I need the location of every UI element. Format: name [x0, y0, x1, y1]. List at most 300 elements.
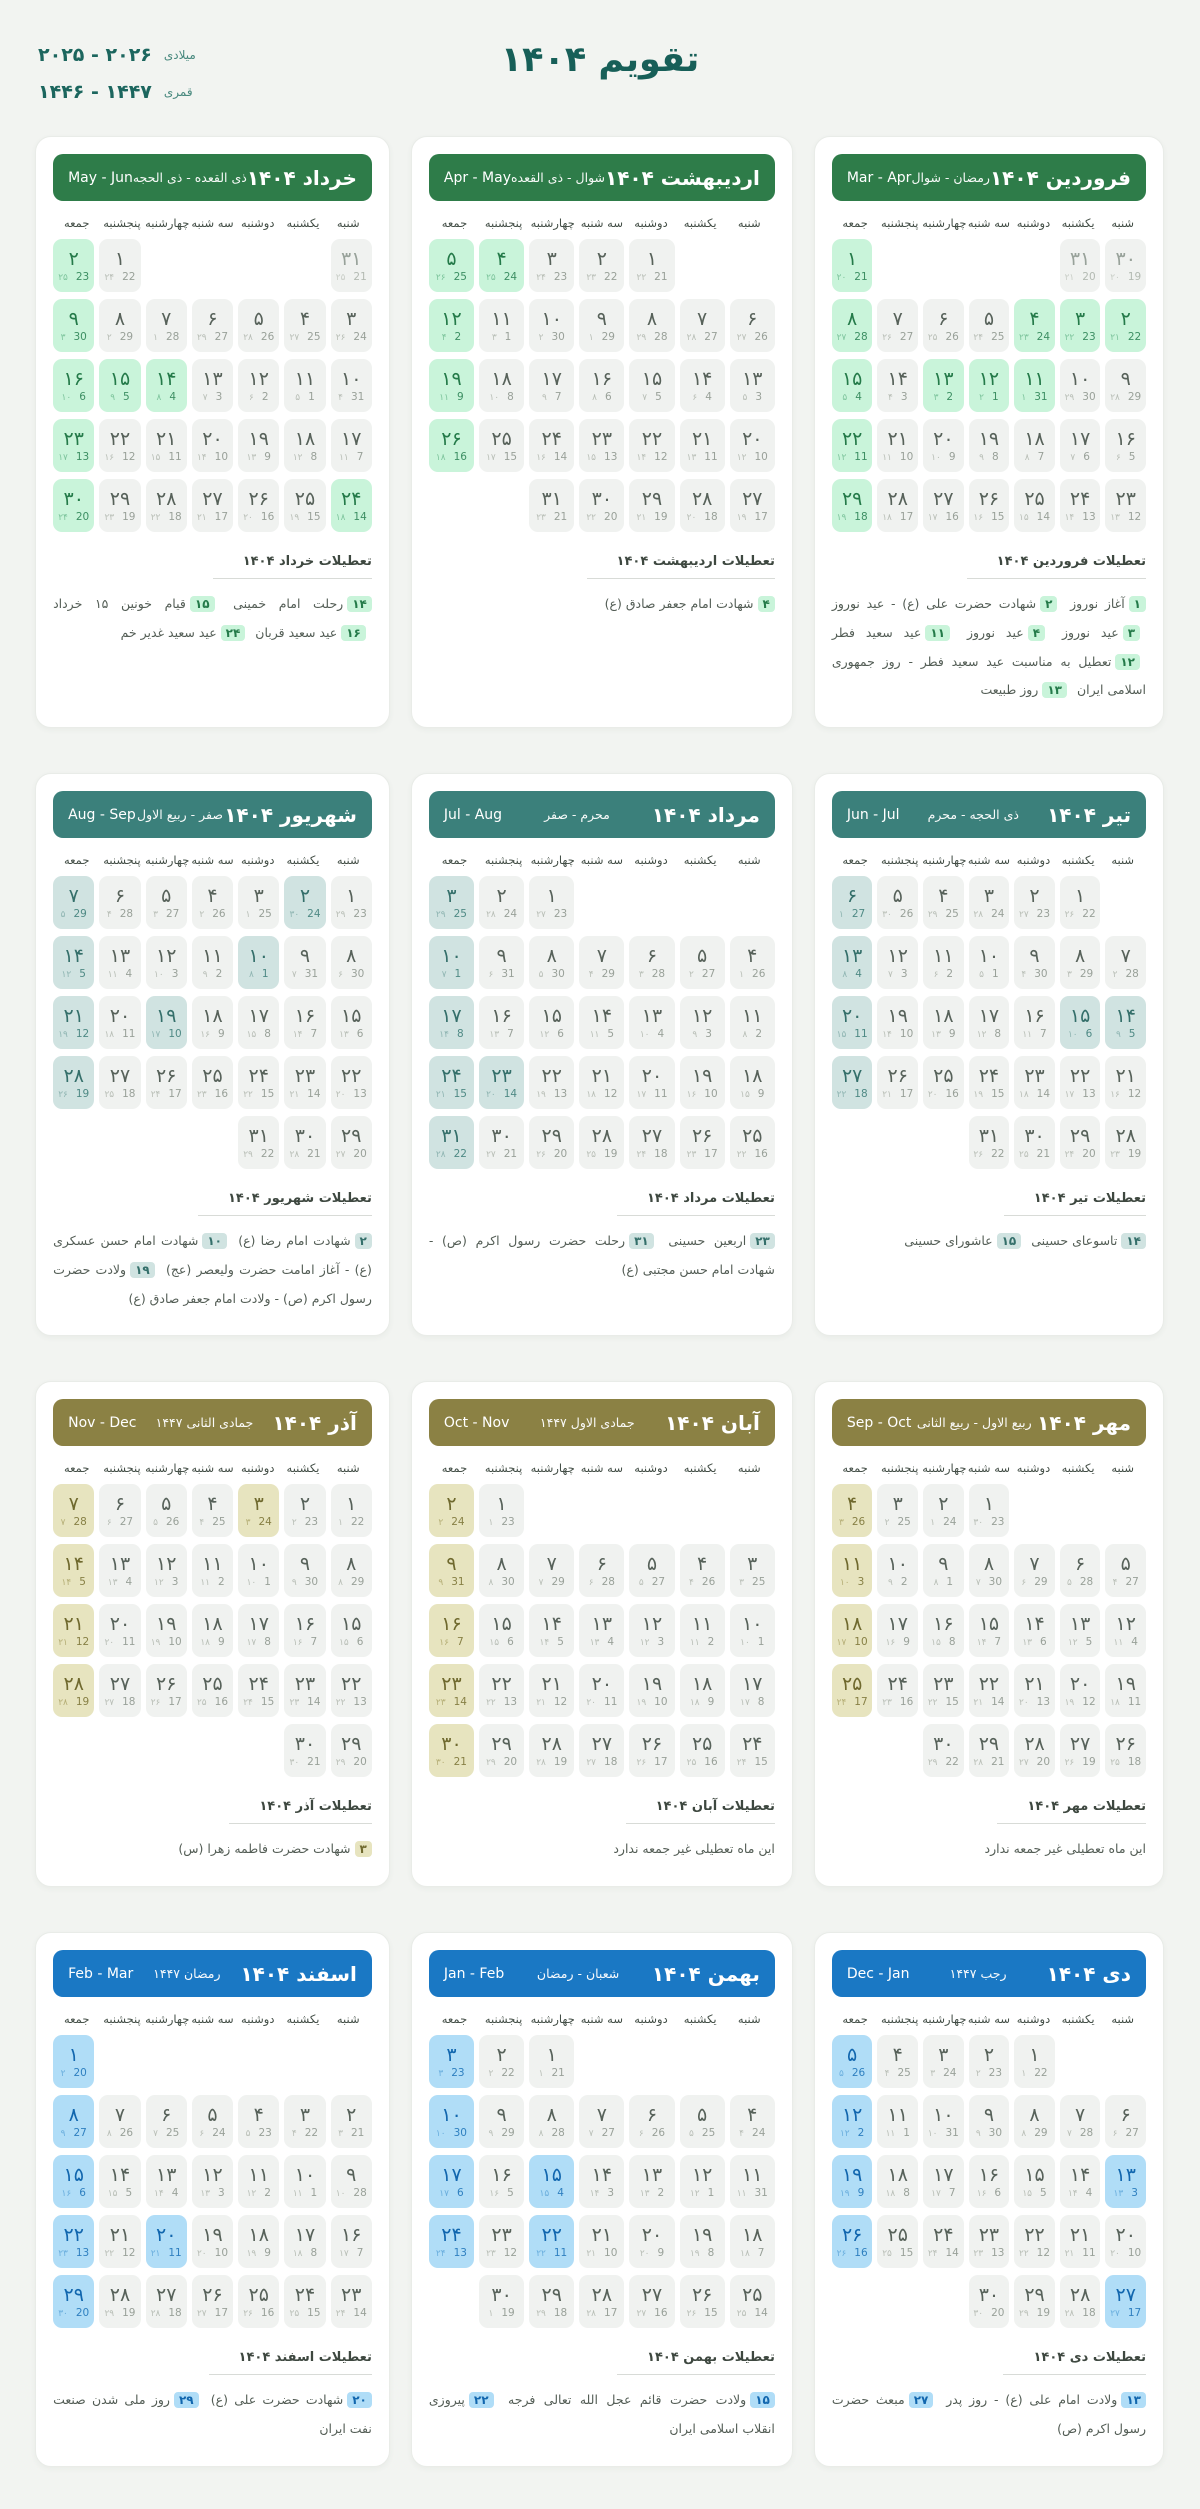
- day-cell: [146, 936, 187, 989]
- lunar-day-number: ۲۷: [104, 1698, 115, 1709]
- weekday-label: دوشنبه: [241, 853, 275, 867]
- gregorian-day-number: 21: [307, 1756, 321, 1769]
- gregorian-day-number: 9: [757, 1088, 765, 1100]
- solar-day-number: ۱۰: [978, 945, 1000, 967]
- gregorian-day-number: 7: [757, 2247, 765, 2259]
- gregorian-day-number: 20: [503, 1756, 518, 1769]
- empty-cell: [238, 239, 279, 292]
- gregorian-day-number: 3: [217, 2187, 225, 2199]
- day-subnumbers: [289, 1697, 320, 1708]
- month-lunar-label: صفر - ربیع الاول: [137, 807, 223, 822]
- lunar-day-number: ۷: [642, 393, 648, 403]
- gregorian-day-number: 27: [165, 908, 180, 920]
- solar-day-number: ۱۴: [63, 945, 84, 967]
- day-subnumbers: [931, 452, 955, 463]
- lunar-day-number: ۵: [245, 2129, 251, 2139]
- day-cell: [53, 359, 94, 412]
- weekday-label: چهارشنبه: [530, 853, 575, 867]
- day-cell: [579, 239, 624, 292]
- lunar-day-number: ۲۵: [289, 2309, 300, 2319]
- solar-day-number: ۲۸: [63, 1673, 84, 1696]
- weekday-label: جمعه: [63, 216, 90, 230]
- day-cell: [832, 1664, 873, 1717]
- day-subnumbers: [885, 1517, 911, 1528]
- weekday-label: شنبه: [737, 853, 761, 867]
- gregorian-day-number: 23: [1036, 908, 1051, 920]
- lunar-day-number: ۸: [106, 2129, 112, 2139]
- lunar-day-number: ۲۵: [927, 333, 938, 343]
- solar-day-number: ۵: [646, 1553, 658, 1576]
- gregorian-day-number: 2: [454, 331, 462, 343]
- empty-cell: [730, 2035, 775, 2088]
- day-subnumbers: [436, 272, 467, 283]
- solar-day-number: ۴: [892, 2044, 903, 2066]
- lunar-day-number: ۲۲: [836, 1090, 847, 1100]
- gregorian-day-number: 16: [260, 2307, 275, 2319]
- gregorian-day-number: 4: [1131, 1636, 1138, 1649]
- lunar-day-number: ۵: [689, 2129, 694, 2139]
- lunar-day-number: ۲۲: [243, 1090, 253, 1100]
- gregorian-day-number: 13: [503, 1696, 518, 1709]
- lunar-day-number: ۲۲: [335, 1698, 346, 1709]
- solar-day-number: ۱۷: [341, 428, 362, 450]
- solar-day-number: ۵: [697, 945, 708, 967]
- gregorian-day-number: 26: [899, 908, 914, 920]
- weekdays-row: [833, 216, 1145, 230]
- gregorian-day-number: 22: [945, 1756, 959, 1769]
- weekday-label: پنجشنبه: [484, 2012, 523, 2026]
- day-cell: [1014, 1116, 1055, 1169]
- day-subnumbers: [61, 2068, 87, 2079]
- day-cell: [238, 299, 279, 352]
- lunar-day-number: ۱۹: [246, 2249, 257, 2259]
- day-subnumbers: [690, 2248, 714, 2259]
- day-subnumbers: [737, 1149, 768, 1160]
- gregorian-day-number: 8: [948, 1636, 956, 1649]
- month-footer: [53, 1187, 372, 1313]
- day-cell: [579, 2215, 624, 2268]
- lunar-day-number: ۱۹: [636, 1698, 647, 1709]
- day-cell: [192, 299, 233, 352]
- lunar-day-number: ۱۳: [339, 1030, 349, 1040]
- day-cell: [730, 996, 775, 1049]
- gregorian-day-number: 27: [651, 1576, 666, 1589]
- day-cell: [284, 2215, 325, 2268]
- day-subnumbers: [197, 2308, 228, 2319]
- solar-day-number: ۲۳: [491, 2224, 512, 2246]
- weekday-label: سه شنبه: [580, 2012, 623, 2026]
- day-cell: [99, 2275, 140, 2328]
- day-subnumbers: [336, 1697, 367, 1708]
- gregorian-day-number: 23: [553, 908, 568, 920]
- solar-day-number: ۱۳: [1069, 1613, 1091, 1636]
- lunar-day-number: ۲: [979, 393, 984, 403]
- lunar-day-number: ۱۷: [58, 453, 68, 463]
- gregorian-day-number: 13: [604, 451, 618, 463]
- solar-day-number: ۳: [983, 885, 995, 907]
- day-subnumbers: [292, 1577, 318, 1588]
- solar-day-number: ۲۹: [491, 1733, 512, 1756]
- day-subnumbers: [930, 1517, 956, 1528]
- month-holidays-list: [832, 1227, 1146, 1256]
- lunar-day-number: ۲۸: [1064, 2309, 1075, 2319]
- lunar-day-number: ۱۵: [107, 2189, 118, 2199]
- days-grid: [832, 2035, 1146, 2328]
- lunar-day-number: ۱: [930, 1518, 936, 1529]
- lunar-day-number: ۱۶: [1110, 1090, 1120, 1100]
- solar-day-number: ۹: [983, 2104, 995, 2126]
- gregorian-day-number: 19: [1127, 271, 1142, 283]
- page-title: تقویم ۱۴۰۴: [500, 40, 700, 80]
- lunar-day-number: ۱۶: [439, 1638, 449, 1649]
- lunar-day-number: ۱۸: [882, 513, 892, 523]
- lunar-day-number: ۶: [933, 970, 939, 980]
- days-grid: [429, 876, 775, 1169]
- empty-cell: [99, 1724, 140, 1777]
- solar-day-number: ۱۳: [156, 2164, 177, 2186]
- weekday-label: دوشنبه: [241, 2012, 275, 2026]
- day-subnumbers: [292, 1517, 318, 1528]
- day-subnumbers: [1068, 1029, 1092, 1040]
- day-subnumbers: [1110, 272, 1141, 283]
- solar-day-number: ۲۱: [887, 428, 908, 450]
- day-cell: [680, 359, 725, 412]
- month-holidays-title: [832, 1795, 1146, 1824]
- day-cell: [479, 996, 524, 1049]
- gregorian-day-number: 9: [948, 1028, 956, 1040]
- day-cell: [429, 2155, 474, 2208]
- day-subnumbers: [976, 2128, 1002, 2139]
- solar-day-number: ۲: [596, 248, 607, 270]
- solar-day-number: ۱۳: [933, 368, 954, 390]
- day-cell: [1105, 936, 1146, 989]
- day-subnumbers: [589, 1577, 615, 1588]
- day-cell: [1060, 299, 1101, 352]
- day-subnumbers: [336, 1149, 367, 1160]
- lunar-day-number: ۲: [60, 2069, 66, 2079]
- gregorian-day-number: 24: [943, 2067, 957, 2079]
- day-cell: [629, 2215, 674, 2268]
- month-gregorian-label: Aug - Sep: [68, 806, 136, 823]
- weekday-label: پنجشنبه: [103, 2012, 141, 2026]
- day-subnumbers: [934, 1577, 954, 1588]
- solar-day-number: ۳: [1075, 308, 1086, 330]
- lunar-day-number: ۸: [488, 1578, 494, 1589]
- day-cell: [529, 299, 574, 352]
- solar-day-number: ۲۸: [1024, 1733, 1045, 1756]
- solar-day-number: ۱۱: [933, 945, 954, 967]
- empty-cell: [1060, 2035, 1101, 2088]
- solar-day-number: ۱۵: [978, 1613, 1000, 1636]
- day-cell: [969, 1604, 1010, 1657]
- gregorian-day-number: 11: [1127, 1696, 1142, 1709]
- weekdays-row: [54, 216, 371, 230]
- day-cell: [192, 2095, 233, 2148]
- empty-cell: [53, 1116, 94, 1169]
- lunar-day-number: ۲۸: [973, 910, 984, 920]
- month-header: [53, 1950, 372, 1997]
- month-header: [832, 154, 1146, 201]
- day-subnumbers: [1019, 1757, 1050, 1768]
- gregorian-day-number: 16: [260, 511, 275, 523]
- empty-cell: [1105, 2035, 1146, 2088]
- solar-day-number: ۲۹: [63, 2284, 84, 2306]
- gregorian-day-number: 29: [119, 331, 134, 343]
- lunar-day-number: ۱۴: [636, 453, 647, 463]
- lunar-day-number: ۶: [488, 970, 494, 980]
- day-subnumbers: [439, 1029, 463, 1040]
- weekday-label: چهارشنبه: [530, 216, 575, 230]
- day-subnumbers: [1019, 2308, 1050, 2319]
- weekday-label: دوشنبه: [634, 2012, 668, 2026]
- gregorian-day-number: 26: [651, 2127, 666, 2139]
- gregorian-day-number: 21: [654, 271, 668, 283]
- day-subnumbers: [1065, 332, 1096, 343]
- day-subnumbers: [687, 452, 718, 463]
- lunar-day-number: ۳: [338, 2129, 343, 2139]
- lunar-day-number: ۱۳: [639, 2189, 650, 2199]
- lunar-day-number: ۲۴: [973, 333, 984, 343]
- solar-day-number: ۳: [253, 1493, 264, 1516]
- solar-day-number: ۲: [983, 2044, 995, 2066]
- day-cell: [479, 2215, 524, 2268]
- month-card-bahman: [411, 1932, 793, 2467]
- day-cell: [1060, 2215, 1101, 2268]
- day-cell: [429, 1604, 474, 1657]
- day-cell: [99, 1484, 140, 1537]
- lunar-day-number: ۱۴: [61, 1578, 72, 1589]
- lunar-day-number: ۱۱: [882, 453, 892, 463]
- weekday-label: شنبه: [737, 216, 761, 230]
- weekday-label: دوشنبه: [1016, 2012, 1051, 2026]
- day-subnumbers: [1065, 1149, 1096, 1160]
- solar-day-number: ۸: [346, 1553, 357, 1576]
- lunar-day-number: ۲۱: [196, 513, 207, 523]
- solar-day-number: ۲۵: [887, 2224, 908, 2246]
- lunar-day-number: ۲۷: [536, 910, 546, 920]
- solar-day-number: ۲: [1029, 885, 1040, 907]
- solar-day-number: ۲۳: [441, 1673, 462, 1696]
- lunar-day-number: ۲۵: [1019, 1150, 1029, 1160]
- holiday-label: پیروزی انقلاب اسلامی ایران: [428, 2392, 775, 2436]
- month-lunar-label: جمادی الاول ۱۴۴۷: [539, 1415, 635, 1431]
- day-cell: [877, 1544, 918, 1597]
- day-cell: [1060, 1544, 1101, 1597]
- empty-cell: [331, 2035, 372, 2088]
- day-subnumbers: [586, 2248, 617, 2259]
- gregorian-day-number: 10: [604, 2247, 618, 2259]
- holiday-label: رحلت حضرت رسول اکرم (ص) - شهادت امام حسن مجتبی (ع): [428, 1233, 775, 1277]
- day-cell: [629, 1724, 674, 1777]
- solar-day-number: ۲۷: [156, 2284, 177, 2306]
- lunar-day-number: ۱۴: [196, 453, 207, 463]
- day-cell: [730, 1604, 775, 1657]
- solar-day-number: ۱۸: [202, 1005, 223, 1027]
- day-cell: [53, 1056, 94, 1109]
- solar-day-number: ۲۵: [248, 2284, 269, 2306]
- day-cell: [53, 996, 94, 1049]
- day-subnumbers: [62, 392, 86, 403]
- lunar-day-number: ۱۳: [107, 1578, 118, 1589]
- solar-day-number: ۵: [1120, 1553, 1131, 1576]
- day-subnumbers: [1021, 2068, 1047, 2079]
- lunar-day-number: ۲۶: [973, 1150, 984, 1160]
- solar-day-number: ۱۷: [441, 1005, 462, 1027]
- days-grid: [53, 239, 372, 532]
- day-cell: [680, 1664, 725, 1717]
- day-cell: [284, 1544, 325, 1597]
- solar-day-number: ۲۸: [156, 488, 177, 510]
- day-subnumbers: [436, 1757, 467, 1768]
- month-footer: [832, 2346, 1146, 2444]
- lunar-day-number: ۶: [1115, 453, 1121, 463]
- lunar-day-number: ۲۹: [435, 910, 446, 920]
- day-subnumbers: [977, 2188, 1001, 2199]
- weekday-label: پنجشنبه: [103, 853, 141, 867]
- solar-day-number: ۱۵: [341, 1613, 362, 1636]
- day-cell: [730, 2215, 775, 2268]
- lunar-day-number: ۱۷: [740, 1698, 750, 1709]
- lunar-day-number: ۲۱: [1110, 333, 1120, 343]
- gregorian-day-number: 28: [654, 331, 668, 343]
- day-cell: [529, 996, 574, 1049]
- empty-cell: [877, 1116, 918, 1169]
- gregorian-day-number: 11: [122, 1636, 136, 1649]
- lunar-day-number: ۵: [839, 2069, 844, 2079]
- solar-day-number: ۱۵: [109, 368, 131, 390]
- day-cell: [629, 996, 674, 1049]
- day-cell: [969, 1484, 1010, 1537]
- day-subnumbers: [203, 392, 223, 403]
- day-cell: [331, 1604, 372, 1657]
- lunar-day-number: ۱: [739, 970, 745, 980]
- day-cell: [680, 1724, 725, 1777]
- day-subnumbers: [837, 332, 868, 343]
- day-subnumbers: [979, 969, 999, 980]
- day-subnumbers: [837, 512, 868, 523]
- days-grid: [832, 876, 1146, 1169]
- solar-day-number: ۱۵: [63, 2164, 84, 2186]
- lunar-day-number: ۱۸: [586, 1090, 597, 1100]
- month-header: [53, 791, 372, 838]
- day-subnumbers: [58, 1029, 89, 1040]
- day-cell: [238, 996, 279, 1049]
- gregorian-day-number: 8: [310, 2247, 318, 2259]
- day-subnumbers: [151, 2248, 182, 2259]
- solar-day-number: ۱: [1029, 2044, 1040, 2066]
- lunar-day-number: ۳۰: [58, 2309, 68, 2319]
- gregorian-day-number: 9: [857, 2187, 865, 2199]
- gregorian-day-number: 23: [1082, 331, 1096, 343]
- day-cell: [1014, 2095, 1055, 2148]
- day-subnumbers: [837, 1637, 868, 1648]
- gregorian-day-number: 5: [655, 391, 662, 403]
- day-subnumbers: [197, 2248, 228, 2259]
- lunar-day-number: ۱۰: [839, 1578, 850, 1589]
- holiday-label: مبعث حضرت رسول اکرم (ص): [831, 2392, 1146, 2436]
- day-subnumbers: [104, 512, 135, 523]
- solar-day-number: ۱۵: [341, 1005, 362, 1027]
- gregorian-day-number: 19: [75, 1696, 90, 1709]
- lunar-day-number: ۱۵: [586, 453, 597, 463]
- holiday-label: عید سعید قربان: [255, 624, 338, 640]
- solar-day-number: ۱: [983, 1493, 995, 1516]
- gregorian-day-number: 12: [122, 2247, 136, 2259]
- day-cell: [923, 996, 964, 1049]
- gregorian-day-number: 20: [75, 2307, 90, 2319]
- solar-day-number: ۱: [68, 2044, 79, 2066]
- day-cell: [969, 2095, 1010, 2148]
- day-subnumbers: [1110, 1149, 1141, 1160]
- day-cell: [99, 359, 140, 412]
- lunar-day-number: ۹: [202, 970, 208, 980]
- gregorian-day-number: 28: [119, 908, 134, 920]
- lunar-day-number: ۴: [291, 2129, 297, 2139]
- day-subnumbers: [1019, 2248, 1050, 2259]
- day-subnumbers: [243, 1089, 274, 1100]
- solar-day-number: ۲۷: [641, 2284, 663, 2306]
- lunar-day-number: ۱۴: [589, 2189, 600, 2199]
- day-cell: [529, 2095, 574, 2148]
- day-cell: [680, 1544, 725, 1597]
- day-cell: [1060, 1056, 1101, 1109]
- lunar-day-number: ۱۰: [1067, 1030, 1078, 1040]
- lunar-day-number: ۱۳: [1022, 1638, 1033, 1649]
- day-subnumbers: [336, 272, 367, 283]
- lunar-day-number: ۱۶: [489, 2189, 500, 2199]
- solar-day-number: ۶: [114, 885, 126, 907]
- lunar-day-number: ۱۱: [885, 2129, 896, 2139]
- day-subnumbers: [107, 909, 133, 920]
- day-subnumbers: [639, 969, 665, 980]
- day-cell: [429, 2215, 474, 2268]
- solar-day-number: ۵: [161, 1493, 172, 1516]
- day-subnumbers: [973, 1757, 1004, 1768]
- gregorian-day-number: 4: [855, 391, 862, 403]
- solar-day-number: ۲۵: [933, 1065, 954, 1087]
- solar-day-number: ۲۳: [1024, 1065, 1045, 1087]
- lunar-day-number: ۱۱: [200, 1578, 210, 1589]
- month-gregorian-label: Dec - Jan: [846, 1965, 910, 1982]
- month-holidays-title: [832, 2346, 1146, 2375]
- lunar-day-number: ۱: [153, 333, 158, 343]
- solar-day-number: ۱۰: [933, 2104, 954, 2126]
- day-cell: [479, 1724, 524, 1777]
- gregorian-day-number: 25: [897, 2067, 911, 2079]
- lunar-day-number: ۱۰: [335, 2189, 346, 2199]
- gregorian-day-number: 8: [757, 1696, 765, 1709]
- lunar-day-number: ۲۴: [243, 1698, 253, 1709]
- month-holidays-title: [53, 1187, 372, 1216]
- gregorian-day-number: 5: [557, 1636, 564, 1649]
- day-cell: [429, 1484, 474, 1537]
- solar-day-number: ۲۸: [591, 1125, 613, 1147]
- solar-day-number: ۲۳: [933, 1673, 954, 1696]
- day-cell: [832, 359, 873, 412]
- empty-cell: [969, 239, 1010, 292]
- gregorian-day-number: 28: [551, 2127, 565, 2139]
- day-subnumbers: [973, 1149, 1004, 1160]
- lunar-day-number: ۳۰: [973, 1518, 984, 1529]
- lunar-day-number: ۲۶: [150, 1698, 161, 1709]
- gregorian-day-number: 6: [1040, 1636, 1047, 1649]
- day-cell: [529, 359, 574, 412]
- day-cell: [1014, 1544, 1055, 1597]
- day-cell: [1014, 419, 1055, 472]
- weekday-label: سه شنبه: [191, 853, 234, 867]
- day-cell: [1105, 2215, 1146, 2268]
- lunar-day-number: ۲۷: [486, 1150, 496, 1160]
